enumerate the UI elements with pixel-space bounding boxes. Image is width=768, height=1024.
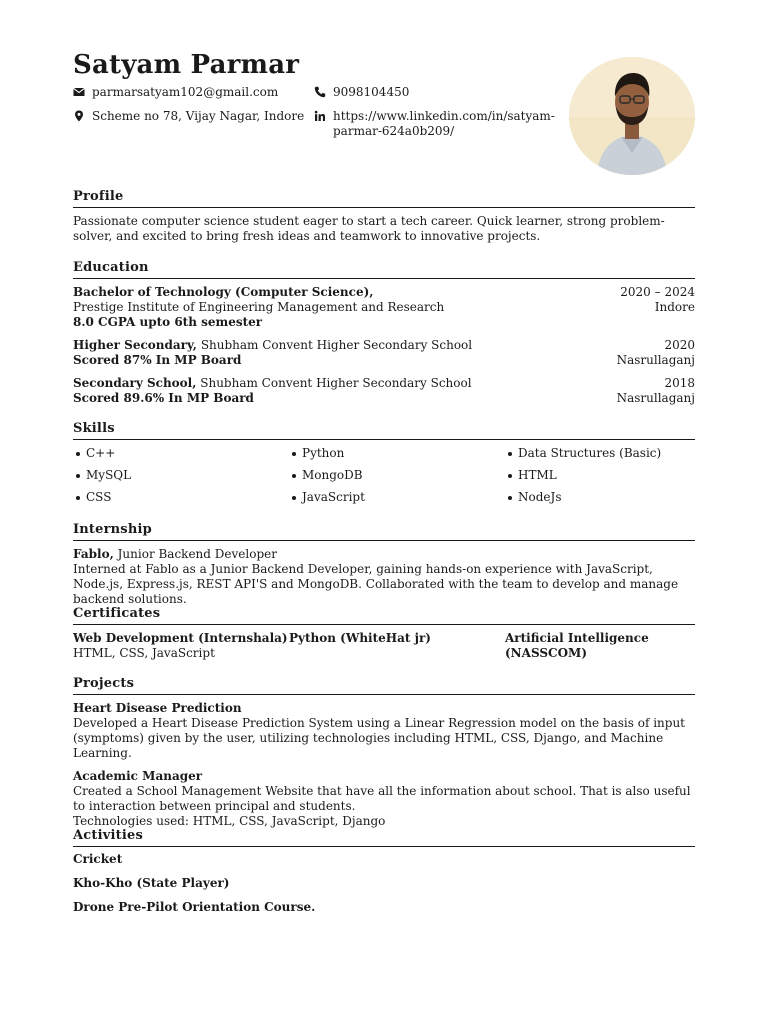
section-title: Projects (73, 676, 695, 695)
address-text: Scheme no 78, Vijay Nagar, Indore (92, 109, 305, 123)
degree: Secondary School, (73, 376, 197, 390)
bullet-icon (76, 474, 80, 478)
section-title: Profile (73, 189, 695, 208)
project-description: Developed a Heart Disease Prediction System using a Linear Regression model on the basis of input (symptoms) given by the user, utilizing technologies including HTML, CSS, Django, and Machine Learning. (73, 716, 686, 760)
project-name: Academic Manager (73, 769, 203, 783)
education-section (73, 260, 695, 406)
linkedin-text: https://www.linkedin.com/in/satyam-parmar-624a0b209/ (333, 109, 555, 138)
profile-photo-image (569, 57, 695, 175)
location: Nasrullaganj (616, 391, 695, 405)
score: Scored 89.6% In MP Board (73, 391, 254, 405)
bullet-icon (76, 496, 80, 500)
phone-icon (314, 86, 326, 98)
certificates-section (73, 606, 695, 661)
profile-section (73, 189, 695, 244)
bullet-icon (292, 496, 296, 500)
skill-item: HTML (505, 468, 695, 483)
skill-item: MongoDB (289, 468, 505, 483)
bullet-icon (508, 496, 512, 500)
contact-address (73, 109, 304, 124)
degree: Bachelor of Technology (Computer Science), (73, 285, 374, 299)
institution: Shubham Convent Higher Secondary School (200, 376, 472, 390)
certificate-item (73, 631, 289, 661)
education-item (73, 285, 695, 330)
skill-item: MySQL (73, 468, 289, 483)
certificate-name: Artificial Intelligence (NASSCOM) (505, 631, 649, 660)
contact-linkedin[interactable] (314, 109, 554, 139)
project-name: Heart Disease Prediction (73, 701, 242, 715)
institution: Shubham Convent Higher Secondary School (200, 338, 473, 352)
envelope-icon (73, 86, 85, 98)
activity-item: Drone Pre-Pilot Orientation Course. (73, 900, 316, 914)
profile-text: Passionate computer science student eager to start a tech career. Quick learner, strong problem-solver, and excited to bring fresh ideas and teamwork to innovative projects. (73, 214, 665, 243)
phone-text: 9098104450 (333, 85, 410, 99)
section-title: Activities (73, 828, 695, 847)
skills-list (73, 446, 695, 505)
education-item (73, 338, 695, 368)
certificates-list (73, 631, 695, 661)
bullet-icon (508, 474, 512, 478)
date: 2018 (664, 376, 695, 390)
internship-description: Interned at Fablo as a Junior Backend Developer, gaining hands-on experience with JavaScript, Node.js, Express.js, REST API'S and MongoDB. Collaborated with the team to develop and manage backend solutions. (73, 562, 679, 606)
section-title: Internship (73, 522, 695, 541)
institution: Prestige Institute of Engineering Management and Research (73, 300, 445, 314)
certificate-detail: HTML, CSS, JavaScript (73, 646, 215, 660)
section-title: Education (73, 260, 695, 279)
location-pin-icon (73, 110, 85, 122)
certificate-name: Python (WhiteHat jr) (289, 631, 431, 645)
internship-role: Junior Backend Developer (117, 547, 277, 561)
internship-header (73, 547, 695, 562)
skill-item: Python (289, 446, 505, 461)
internship-section (73, 522, 695, 607)
certificate-item (289, 631, 505, 661)
certificate-item (505, 631, 695, 661)
bullet-icon (508, 452, 512, 456)
degree: Higher Secondary, (73, 338, 197, 352)
date: 2020 (664, 338, 695, 352)
section-title: Certificates (73, 606, 695, 625)
email-text: parmarsatyam102@gmail.com (92, 85, 279, 99)
date: 2020 – 2024 (620, 285, 695, 299)
location: Nasrullaganj (616, 353, 695, 367)
skill-item: C++ (73, 446, 289, 461)
linkedin-icon (314, 110, 326, 122)
project-item (73, 769, 695, 829)
certificate-name: Web Development (Internshala) (73, 631, 288, 645)
section-title: Skills (73, 421, 695, 440)
contact-phone[interactable] (314, 85, 409, 100)
skill-item: NodeJs (505, 490, 695, 505)
resume-name: Satyam Parmar (73, 50, 300, 80)
project-tech: Technologies used: HTML, CSS, JavaScript, Django (73, 814, 386, 828)
education-item (73, 376, 695, 406)
skill-item: CSS (73, 490, 289, 505)
score: 8.0 CGPA upto 6th semester (73, 315, 263, 329)
skill-item: JavaScript (289, 490, 505, 505)
skill-item: Data Structures (Basic) (505, 446, 695, 461)
activity-item: Cricket (73, 852, 123, 866)
profile-photo (569, 57, 695, 175)
activity-item: Kho-Kho (State Player) (73, 876, 230, 890)
location: Indore (654, 300, 695, 314)
projects-section (73, 676, 695, 829)
project-item (73, 701, 695, 761)
activities-section (73, 828, 695, 915)
bullet-icon (76, 452, 80, 456)
score: Scored 87% In MP Board (73, 353, 242, 367)
bullet-icon (292, 452, 296, 456)
project-description: Created a School Management Website that have all the information about school. That is also useful to interaction between principal and students. (73, 784, 691, 813)
internship-company: Fablo, (73, 547, 114, 561)
contact-email[interactable] (73, 85, 278, 100)
bullet-icon (292, 474, 296, 478)
skills-section (73, 421, 695, 505)
